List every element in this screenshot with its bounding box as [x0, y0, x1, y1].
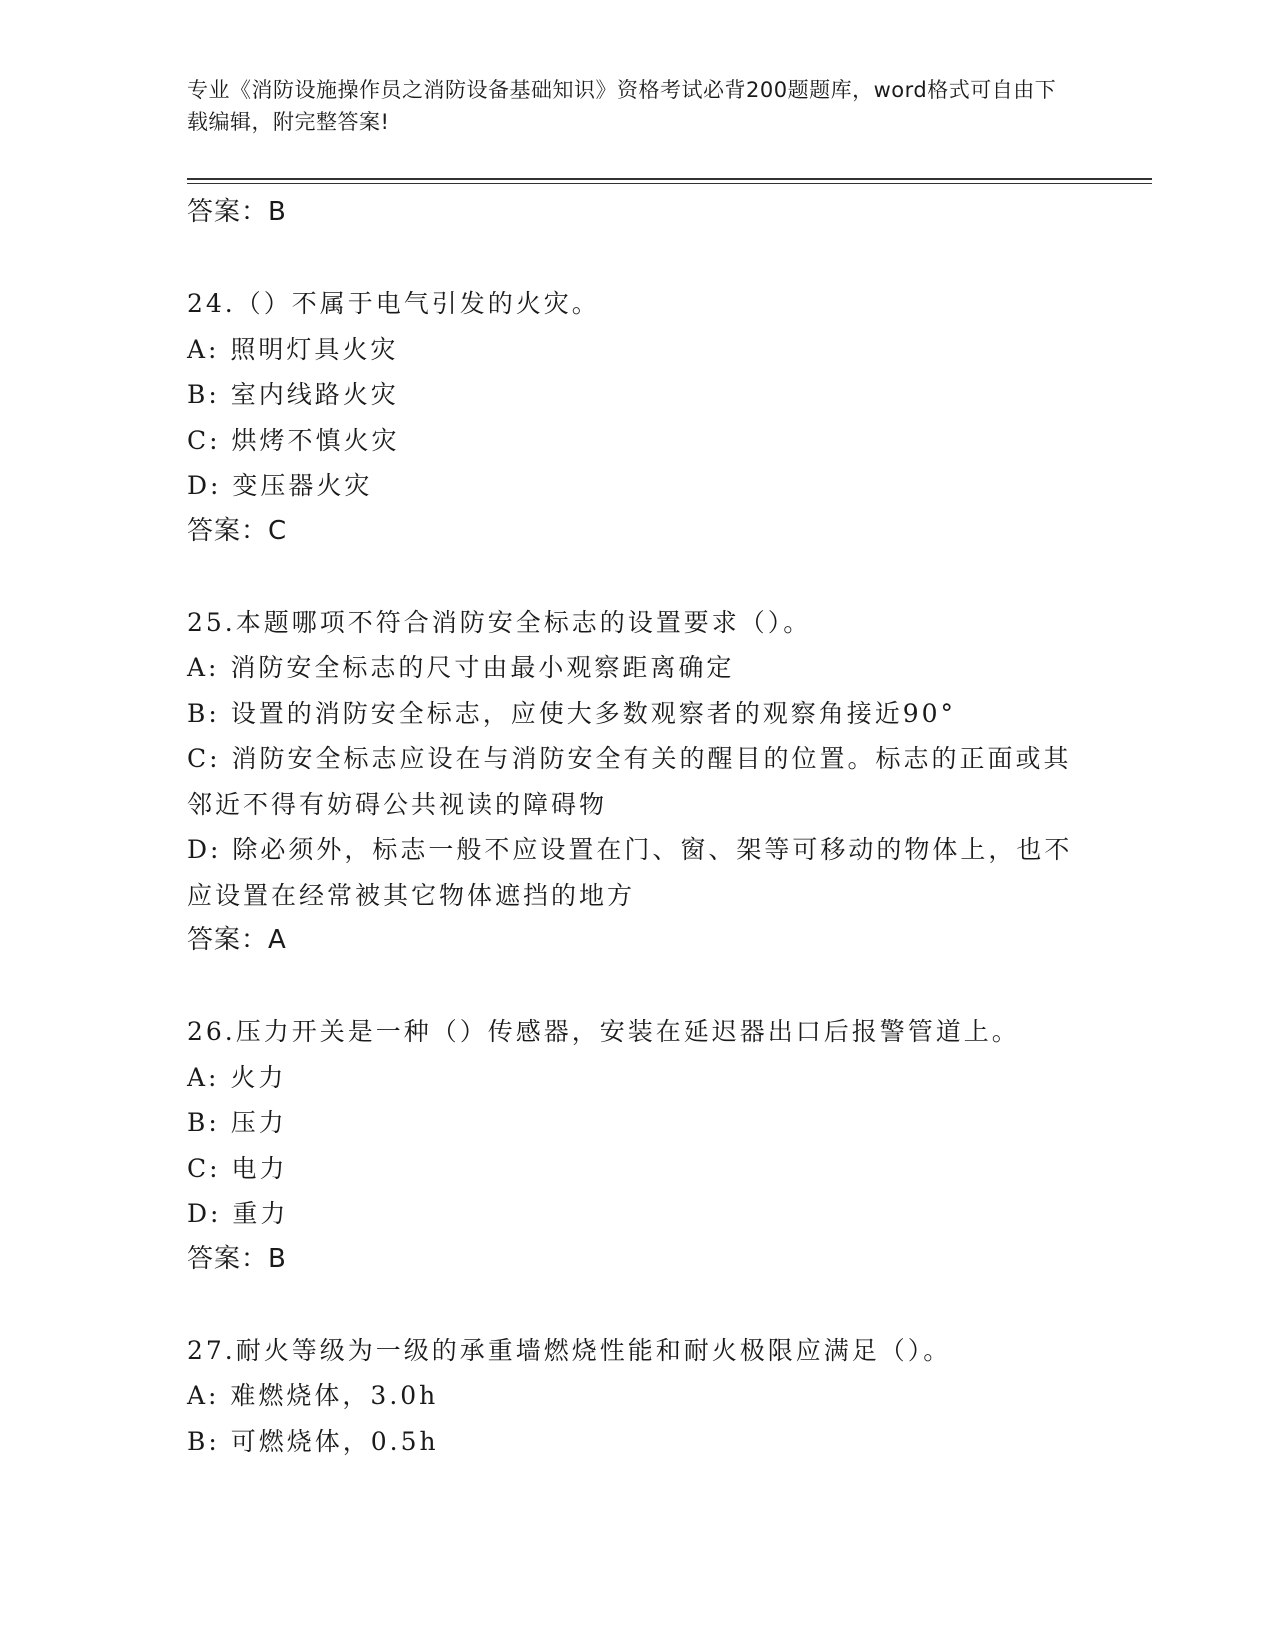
- question-stem: 26.压力开关是一种（）传感器，安装在延迟器出口后报警管道上。: [187, 1017, 1020, 1046]
- answer-line: 答案：C: [187, 515, 288, 546]
- option-b: B: 可燃烧体，0.5h: [187, 1426, 439, 1456]
- option-a: A: 消防安全标志的尺寸由最小观察距离确定: [187, 653, 735, 682]
- option-d: D: 除必须外，标志一般不应设置在门、窗、架等可移动的物体上，也不应设置在经常被其它物体遮挡的地方: [187, 835, 1073, 910]
- question-stem: 27.耐火等级为一级的承重墙燃烧性能和耐火极限应满足（）。: [187, 1335, 952, 1365]
- answer-line: 答案：B: [187, 1243, 287, 1274]
- option-b: B: 压力: [187, 1108, 287, 1137]
- question-stem: 25.本题哪项不符合消防安全标志的设置要求（）。: [187, 607, 812, 637]
- option-c: C: 消防安全标志应设在与消防安全有关的醒目的位置。标志的正面或其邻近不得有妨碍公共视读的障碍物: [187, 744, 1072, 819]
- question-27: [187, 1328, 1087, 1465]
- option-c: C: 电力: [187, 1153, 288, 1183]
- option-b: B: 室内线路火灾: [187, 380, 399, 409]
- header-divider-thick: [187, 178, 1152, 180]
- question-24: [187, 281, 1087, 554]
- answer-line: 答案：A: [187, 925, 287, 955]
- answer-line: 答案：B: [187, 197, 287, 227]
- document-header: 专业《消防设施操作员之消防设备基础知识》资格考试必背200题题库，word格式可自由下载编辑，附完整答案!: [187, 78, 1057, 134]
- header-divider-thin: [187, 183, 1152, 184]
- question-stem: 24.（）不属于电气引发的火灾。: [187, 289, 600, 318]
- option-a: A: 火力: [187, 1062, 287, 1092]
- option-d: D: 重力: [187, 1199, 289, 1228]
- question-25: [187, 600, 1087, 964]
- option-b: B: 设置的消防安全标志，应使大多数观察者的观察角接近90°: [187, 698, 957, 728]
- option-d: D: 变压器火灾: [187, 471, 373, 500]
- question-list: [187, 190, 1087, 1464]
- option-c: C: 烘烤不慎火灾: [187, 425, 400, 455]
- option-a: A: 难燃烧体，3.0h: [187, 1381, 439, 1410]
- option-a: A: 照明灯具火灾: [187, 334, 399, 364]
- question-26: [187, 1009, 1087, 1282]
